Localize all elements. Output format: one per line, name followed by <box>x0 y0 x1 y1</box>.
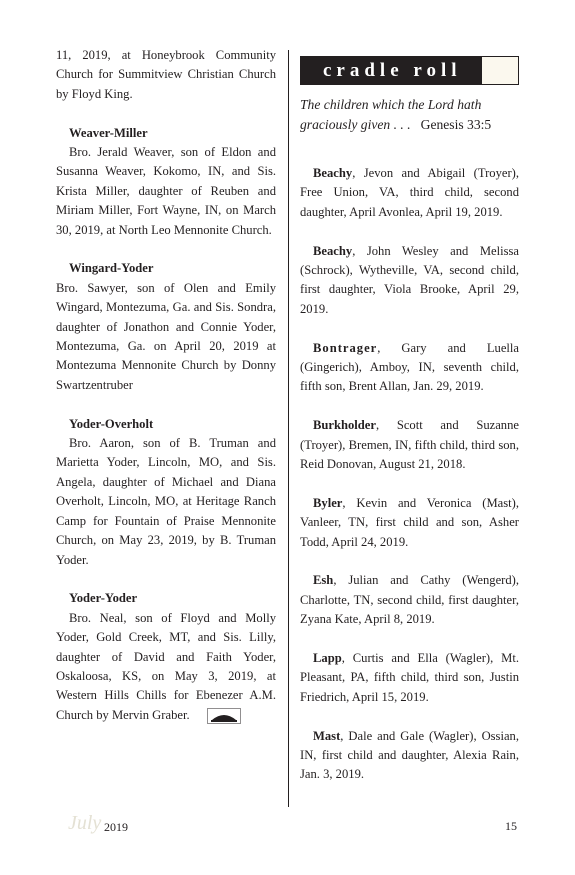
column-divider <box>288 50 289 807</box>
wedding-names: Yoder-Yoder <box>69 591 138 606</box>
wedding-entry <box>56 124 276 240</box>
page-number: 15 <box>505 819 517 833</box>
birth-surname: Beachy <box>313 166 353 180</box>
wedding-text-body: Bro. Neal, son of Floyd and Molly Yoder, Gold Creek, MT, and Sis. Lilly, daughter of David and Faith Yoder, Oskaloosa, KS, on May 3, 2019, at Western Hills Chills for Ebenezer A.M. Church by Mervin Graber. <box>56 610 276 722</box>
birth-surname: Esh <box>313 573 334 588</box>
birth-entry <box>300 339 519 397</box>
birth-surname: Mast <box>313 728 341 743</box>
section-title: cradle roll <box>301 57 482 84</box>
birth-details: , Kevin and Veronica (Mast), Vanleer, TN, first child and son, Asher Todd, April 24, 2019. <box>300 495 519 549</box>
birth-details: , John Wesley and Melissa (Schrock), Wytheville, VA, second child, first daughter, Viola Brooke, April 29, 2019. <box>300 243 519 316</box>
birth-entry <box>300 649 519 707</box>
cradle-roll-banner <box>300 56 519 85</box>
left-column <box>56 46 276 745</box>
birth-details: , Dale and Gale (Wagler), Ossian, IN, first child and daughter, Alexia Rain, Jan. 3, 2019. <box>300 728 519 782</box>
birth-surname: Beachy <box>313 243 353 258</box>
birth-surname: Burkholder <box>313 418 376 433</box>
wedding-text <box>56 609 276 725</box>
birth-entry <box>300 164 519 222</box>
birth-entry <box>300 416 519 474</box>
birth-details: , Gary and Luella (Gingerich), Amboy, IN, seventh child, fifth son, Brent Allan, Jan. 29, 2019. <box>300 340 519 394</box>
wedding-entry <box>56 589 276 725</box>
birth-list <box>300 164 519 785</box>
verse-text: The children which the Lord hath graciously given . . . <box>300 97 482 132</box>
birth-details: , Julian and Cathy (Wengerd), Charlotte, TN, second child, first daughter, Zyana Kate, April 8, 2019. <box>300 573 519 627</box>
birth-details: , Scott and Suzanne (Troyer), Bremen, IN, fifth child, third son, Reid Donovan, August 21, 2018. <box>300 418 519 472</box>
wedding-entry <box>56 259 276 395</box>
banner-box <box>482 57 518 84</box>
continued-paragraph: 11, 2019, at Honeybrook Community Church for Summitview Christian Church by Floyd King. <box>56 48 276 101</box>
wedding-text: Bro. Jerald Weaver, son of Eldon and Susanna Weaver, Kokomo, IN, and Sis. Krista Miller, daughter of Reuben and Miriam Miller, Fort Wayne, IN, on March 30, 2019, at North Leo Mennonite Church. <box>56 145 276 237</box>
birth-surname: Lapp <box>313 651 342 666</box>
birth-details: , Jevon and Abigail (Troyer), Free Union, VA, third child, second daughter, April Avonlea, April 19, 2019. <box>300 166 519 219</box>
birth-entry <box>300 727 519 785</box>
wedding-text: Bro. Sawyer, son of Olen and Emily Wingard, Montezuma, Ga. and Sis. Sondra, daughter of Jonathon and Connie Yoder, Montezuma, Ga. on April 20, 2019 at Montezuma Mennonite Church by Donny Swartzentruber <box>56 280 276 392</box>
birth-details: , Curtis and Ella (Wagler), Mt. Pleasant, PA, fifth child, third son, Justin Friedrich, April 15, 2019. <box>300 651 519 704</box>
wedding-entry <box>56 415 276 570</box>
footer-year: 2019 <box>104 820 128 834</box>
footer-month: July <box>68 812 102 834</box>
wedding-names: Wingard-Yoder <box>69 261 154 276</box>
birth-entry <box>300 571 519 629</box>
scripture-verse <box>300 95 519 135</box>
wedding-names: Yoder-Overholt <box>69 416 154 431</box>
verse-reference: Genesis 33:5 <box>420 117 492 132</box>
end-mark-icon <box>194 708 228 724</box>
birth-entry <box>300 494 519 552</box>
birth-entry <box>300 242 519 320</box>
wedding-text: Bro. Aaron, son of B. Truman and Marietta Yoder, Lincoln, MO, and Sis. Angela, daughter of Michael and Diana Overholt, Lincoln, MO, at Heritage Ranch Camp for Fountain of Praise Mennonite Church, on May 23, 2019, by B. Truman Yoder. <box>56 436 276 567</box>
birth-surname: Bontrager <box>313 340 378 355</box>
wedding-names: Weaver-Miller <box>69 125 148 140</box>
birth-surname: Byler <box>313 495 343 510</box>
right-column <box>300 46 519 804</box>
